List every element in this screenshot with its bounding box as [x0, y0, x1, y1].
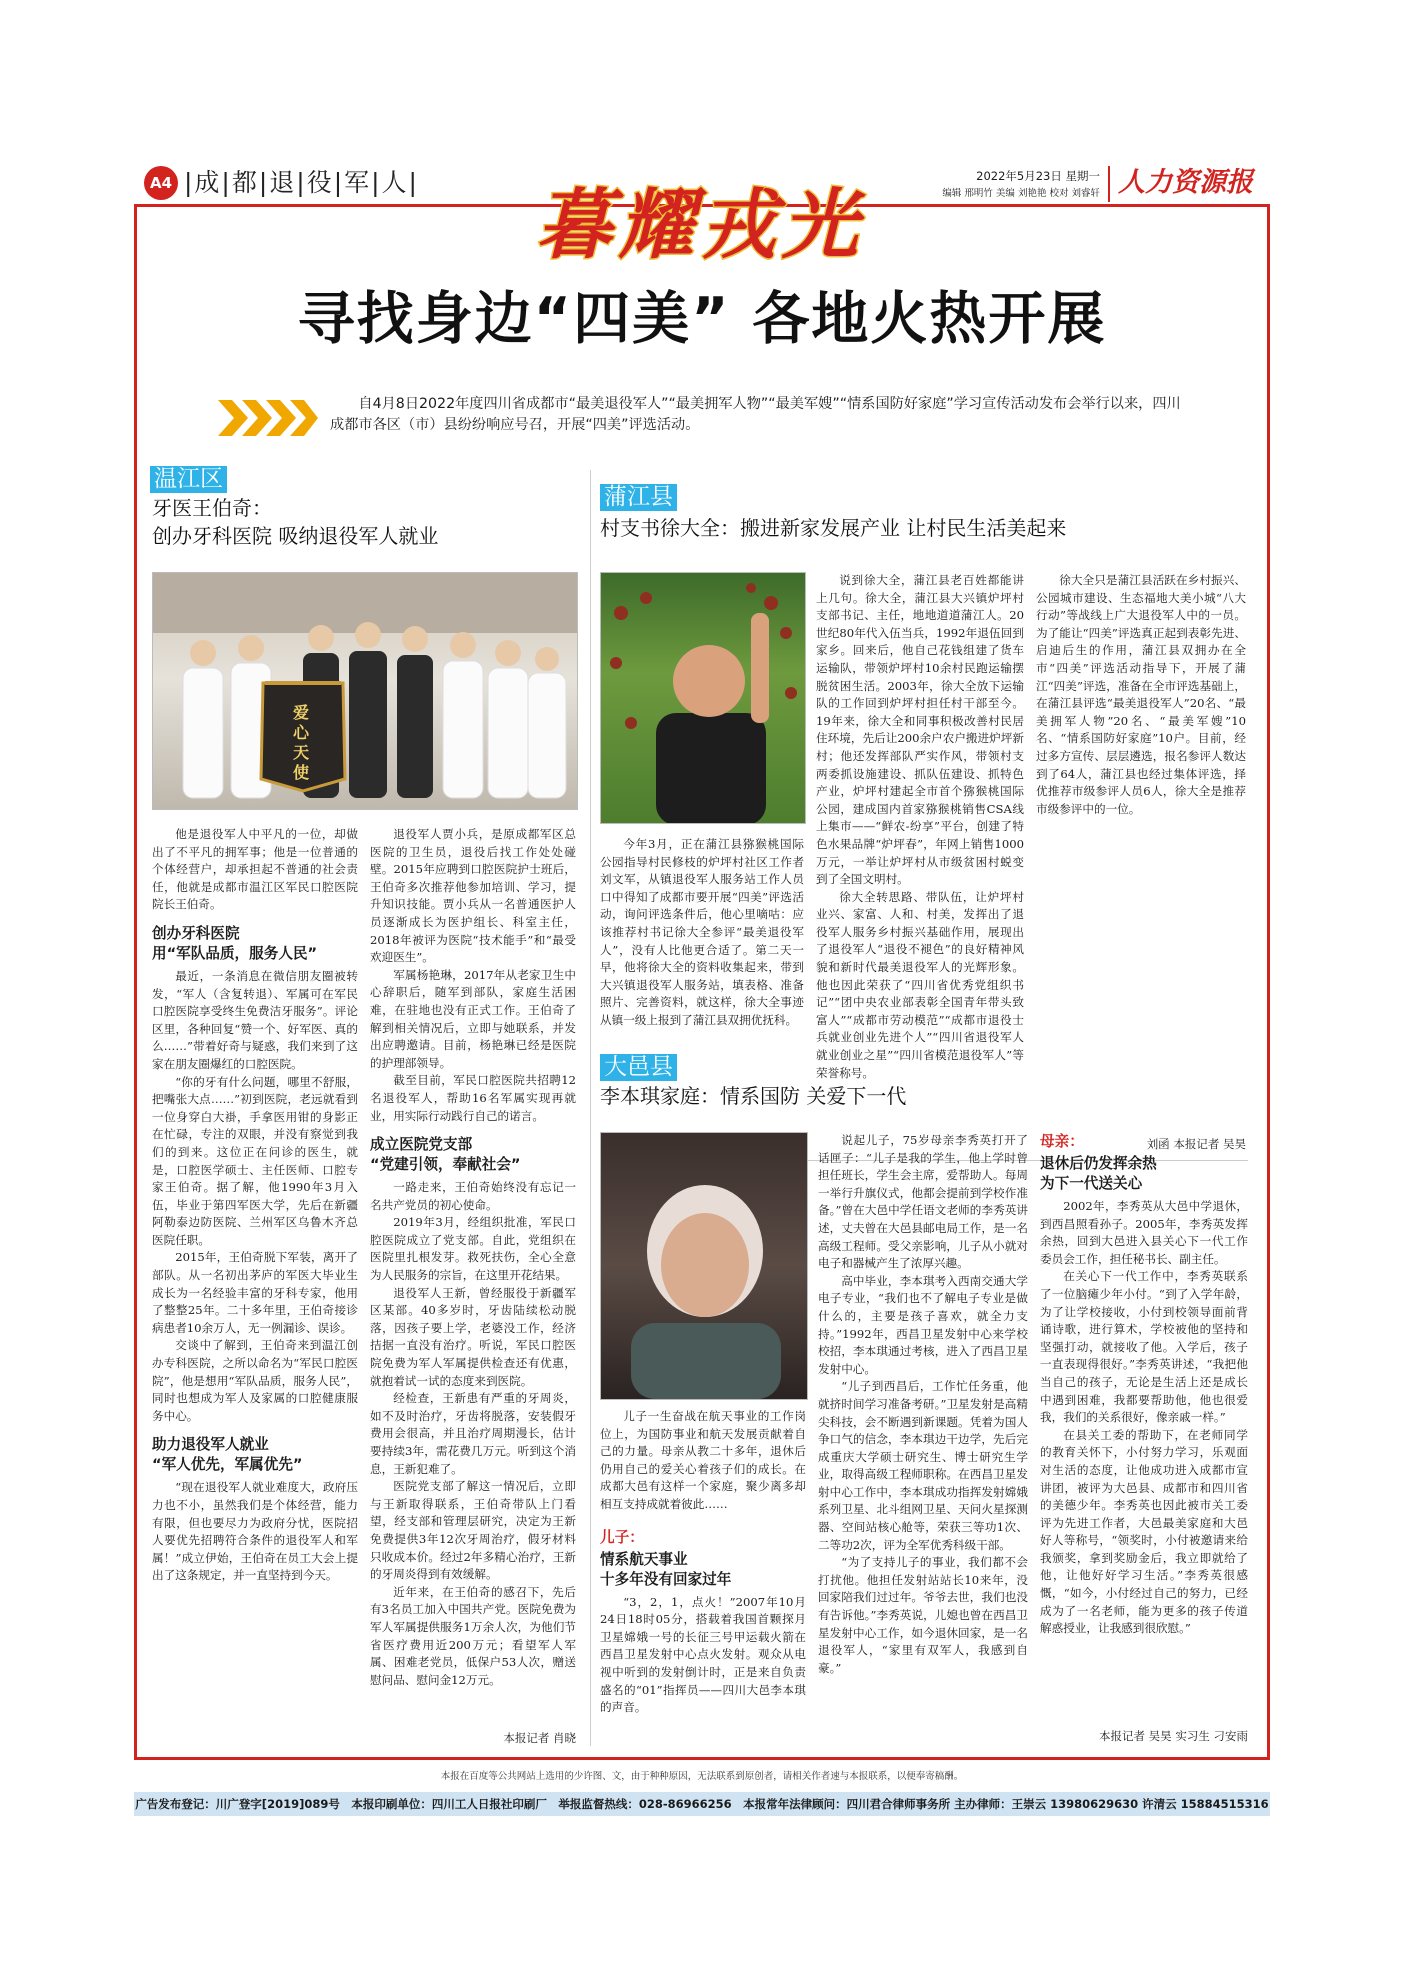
dayi-column-1	[600, 1408, 806, 1738]
pujiang-byline: 刘函 本报记者 吴昊	[1146, 1137, 1246, 1151]
wenjiang-subhead-3a: 成立医院党支部	[370, 1136, 473, 1154]
pujiang-para: 徐大全只是蒲江县活跃在乡村振兴、公园城市建设、生态福地大美小城“八大行动”等战线上广大退役军人中的一员。为了能让“四美”评选真正起到表彰先进、启迪后生的作用，蒲江县双拥办在全市“四美”评选活动指导下，开展了蒲江“四美”评选，准备在全市评选基础上，在蒲江县评选“最美退役军人”20名、“最美拥军人物”20名、“最美军嫂”10名、“情系国防好家庭”10户。目前，经过多方宣传、层层遴选，报名参评人数达到了64人，蒲江县也经过集体评选，择优推荐市级参评人员6人，徐大全是推荐市级参评中的一位。	[1036, 573, 1246, 816]
wenjiang-para: 最近，一条消息在微信朋友圈被转发，“军人（含复转退）、军属可在军民口腔医院享受终生免费洁牙服务”。评论区里，各种回复“赞一个、好军医、真的么……”带着好奇与疑惑，我们来到了这家在朋友圈爆红的口腔医院。	[152, 968, 358, 1071]
dayi-region	[600, 1054, 677, 1081]
wenjiang-para: 近年来，在王伯奇的感召下，先后有3名员工加入中国共产党。医院免费为军人军属提供服务1万余人次，为他们节省医疗费用近200万元；看望军人军属、困难老党员，低保户53人次，赠送慰问品、慰问金12万元。	[370, 1584, 576, 1687]
dayi-para: 儿子一生奋战在航天事业的工作岗位上，为国防事业和航天发展贡献着自己的力量。母亲从教二十多年，退休后仍用自己的爱关心着孩子们的成长。在成都大邑有这样一个家庭，聚少离多却相互支持成就着彼此……	[600, 1409, 806, 1511]
region-label: 大邑县	[600, 1054, 677, 1081]
son-subhead-1: 情系航天事业	[600, 1550, 688, 1568]
dayi-para: 在县关工委的帮助下，在老师同学的教育关怀下，小付努力学习，乐观面对生活的态度，让他成功进入成都市宣讲团，被评为大邑县、成都市和四川省的美德少年。李秀英也因此被市关工委评为先进工作者，大邑最美家庭和大邑好人等称号，“领奖时，小付被邀请来给我颁奖，拿到奖励金后，我立即就给了他，让他好好学习生活。”李秀英很感慨，“如今，小付经过自己的努力，已经成为了一名老师，能为更多的孩子传道解惑授业，让我感到很欣慰。”	[1040, 1427, 1248, 1636]
pujiang-para: 徐大全转思路、带队伍，让炉坪村业兴、家富、人和、村美，发挥出了退役军人服务乡村振兴基础作用，展现出了退役军人“退役不褪色”的良好精神风貌和新时代最美退役军人的光辉形象。他也因此荣获了“四川省优秀党组织书记”“团中央农业部表彰全国青年带头致富人”“成都市劳动模范”“成都市退役士兵就业创业先进个人”“四川省退役军人就业创业之星”“四川省模范退役军人”等荣誉称号。	[816, 889, 1024, 1080]
wenjiang-para: 退役军人王新，曾经服役于新疆军区某部。40多岁时，牙齿陆续松动脱落，因孩子要上学，老婆没工作，经济拮据一直没有治疗。听说，军民口腔医院免费为军人军属提供检查还有优惠，就抱着试一试的态度来到医院。	[370, 1285, 576, 1388]
paper-name: 人力资源报	[1118, 167, 1253, 198]
wenjiang-column-1	[152, 826, 358, 1726]
section-name: |成|都|退|役|军|人|	[184, 168, 419, 197]
mother-subhead-1: 退休后仍发挥余热	[1040, 1155, 1157, 1172]
region-label: 蒲江县	[600, 484, 677, 511]
wenjiang-subhead-3b: “党建引领，奉献社会”	[370, 1156, 521, 1174]
wenjiang-group-photo	[152, 572, 578, 810]
wenjiang-para: 军属杨艳琳，2017年从老家卫生中心辞职后，随军到部队，家庭生活困难，在驻地也没有正式工作。王伯奇了解到相关情况后，立即与她联系，并发出应聘邀请。目前，杨艳琳已经是医院的护理部领导。	[370, 967, 576, 1070]
dayi-para: 2002年，李秀英从大邑中学退休，到西昌照看孙子。2005年，李秀英发挥余热，回到大邑进入县关心下一代工作委员会工作，担任秘书长、副主任。	[1040, 1199, 1248, 1266]
intro-paragraph: 自4月8日2022年度四川省成都市“最美退役军人”“最美拥军人物”“最美军嫂”“情系国防好家庭”学习宣传活动发布会举行以来，四川成都市各区（市）县纷纷响应号召，开展“四美”评选活动。	[330, 396, 1181, 433]
pujiang-title: 村支书徐大全：搬进新家发展产业 让村民生活美起来	[600, 516, 1067, 540]
wenjiang-lead: 他是退役军人中平凡的一位，却做出了不平凡的拥军事；他是一位普通的个体经营户，却承担起不普通的社会责任，他就是成都市温江区军民口腔医院院长王伯奇。	[152, 827, 358, 912]
wenjiang-para: 2015年，王伯奇脱下军装，离开了部队。从一名初出茅庐的军医大毕业生成长为一名经验丰富的牙科专家，他用了整整25年。二十多年里，王伯奇接诊病患者10余万人，无一例漏诊、误诊。	[152, 1250, 358, 1335]
wenjiang-title-line2: 创办牙科医院 吸纳退役军人就业	[152, 524, 439, 548]
pujiang-para: 说到徐大全，蒲江县老百姓都能讲上几句。徐大全，蒲江县大兴镇炉坪村支部书记、主任，地地道道蒲江人。20世纪80年代入伍当兵，1992年退伍回到家乡。回来后，他自己花钱组建了货车运输队，带领炉坪村10余村民跑运输摆脱贫困生活。2003年，徐大全放下运输队的工作回到炉坪村担任村干部至今。19年来，徐大全和同事积极改善村民居住环境，先后让200余户农户搬进炉坪新村；他还发挥部队严实作风，带领村支两委抓设施建设、抓队伍建设、抓特色产业，炉坪村建起全市首个猕猴桃国际公园，建成国内首家猕猴桃销售CSA线上集市——“鲜农-纷享”平台，创建了特色水果品牌“炉坪春”，年网上销售1000万元，一举让炉坪村从市级贫困村蜕变到了全国文明村。	[816, 573, 1024, 887]
intro-chevrons	[218, 400, 318, 436]
dayi-para: “为了支持儿子的事业，我们都不会打扰他。他担任发射站站长10来年，没回家陪我们过过年。爷爷去世，我们也没有告诉他。”李秀英说，儿媳也曾在西昌卫星发射中心工作，如今退休回家，是一名退役军人，“家里有双军人，我感到自豪。”	[818, 1555, 1028, 1675]
masthead-divider	[1108, 166, 1110, 202]
wenjiang-para: 经检查，王新患有严重的牙周炎，如不及时治疗，牙齿将脱落，安装假牙费用会很高，并且治疗周期漫长，估计要持续3年，需花费几万元。听到这个消息，王新犯难了。	[370, 1391, 576, 1476]
issue-date: 2022年5月23日 星期一	[976, 169, 1100, 183]
mother-subhead-2: 为下一代送关心	[1040, 1175, 1143, 1192]
son-subhead-2: 十多年没有回家过年	[600, 1570, 732, 1588]
wenjiang-para: 交谈中了解到，王伯奇来到温江创办专科医院，之所以命名为“军民口腔医院”，他是想用“军队品质，服务人民”，同时也想成为军人及家属的口腔健康服务中心。	[152, 1338, 358, 1423]
dayi-para: “儿子到西昌后，工作忙任务重，他就挤时间学习准备考研。”卫星发射是高精尖科技，会不断遇到新课题。凭着为国人争口气的信念，李本琪边干边学，先后完成重庆大学硕士研究生、博士研究生学业，取得高级工程师职称。在西昌卫星发射中心工作中，李本琪成功指挥发射嫦娥系列卫星、北斗组网卫星、天问火星探测器、空间站核心舱等，荣获三等功1次、二等功2次，评为全军优秀科级干部。	[818, 1379, 1028, 1552]
dayi-para: 高中毕业，李本琪考入西南交通大学电子专业，“我们也不了解电子专业是做什么的，主要是孩子喜欢，就全力支持。”1992年，西昌卫星发射中心来学校校招，李本琪通过考核，进入了西昌卫星发射中心。	[818, 1273, 1028, 1376]
wenjiang-subhead-1a: 创办牙科医院	[152, 924, 240, 942]
wenjiang-para: 医院党支部了解这一情况后，立即与王新取得联系，王伯奇带队上门看望，经支部和管理层研究，决定为王新免费提供3年12次牙周治疗，假牙材料只收成本价。经过2年多精心治疗，王新的牙周炎得到有效缓解。	[370, 1479, 576, 1582]
pujiang-para: 今年3月，正在蒲江县猕猴桃国际公园指导村民修枝的炉坪村社区工作者刘文军，从镇退役军人服务站工作人员口中得知了成都市要开展“四美”评选活动，询问评选条件后，他心里嘀咕：应该推荐村书记徐大全参评“最美退役军人”，没有人比他更合适了。第二天一早，他将徐大全的资料收集起来，带到大兴镇退役军人服务站，填表格、准备照片、完善资料，就这样，徐大全事迹从镇一级上报到了蒲江县双拥优抚科。	[600, 837, 804, 1027]
pujiang-region-tag	[600, 484, 677, 511]
editors-line: 编辑 邢明竹 美编 刘艳艳 校对 刘睿轩	[942, 188, 1100, 199]
dayi-portrait-photo	[600, 1132, 808, 1400]
mother-tag: 母亲：	[1040, 1133, 1084, 1150]
wenjiang-para: “现在退役军人就业难度大，政府压力也不小，虽然我们是个体经营，能力有限，但也要尽力为政府分忧，医院招人要优先招聘符合条件的退役军人和军属！”成立伊始，王伯奇在员工大会上提出了这条规定，并一直坚持到今天。	[152, 1480, 358, 1583]
dayi-title: 李本琪家庭：情系国防 关爱下一代	[600, 1082, 1240, 1110]
wenjiang-subhead-1b: 用“军队品质，服务人民”	[152, 944, 318, 962]
dayi-para: “3，2，1，点火！”2007年10月24日18时05分，搭载着我国首颗探月卫星嫦娥一号的长征三号甲运载火箭在西昌卫星发射中心点火发射。观众从电视中听到的发射倒计时，正是来自负责盛名的“01”指挥员——四川大邑李本琪的声音。	[600, 1594, 806, 1715]
wenjiang-para: “你的牙有什么问题，哪里不舒服，把嘴张大点……”初到医院，老远就看到一位身穿白大褂，手拿医用钳的身影正在忙碌，专注的双眼，并没有察觉到我们的到来。这位正在问诊的医生，就是，口腔医学硕士、主任医师、口腔专家王伯奇。据了解，他1990年3月入伍，毕业于第四军医大学，先后在新疆阿勒泰边防医院、兰州军区乌鲁木齐总医院任职。	[152, 1074, 358, 1247]
pennant-text: 爱心天使	[293, 703, 310, 782]
wenjiang-subhead-2a: 助力退役军人就业	[152, 1436, 269, 1454]
dayi-para: 在关心下一代工作中，李秀英联系了一位脑瘫少年小付。“到了入学年龄，为了让学校接收，小付到校领导面前背诵诗歌，进行算术，学校被他的坚持和坚强打动，就接收了他。入学后，孩子一直表现得很好。”李秀英讲述，“我把他当自己的孩子，无论是生活上还是成长中遇到困难，我都要帮助他，他也很爱我，我们的关系很好，像亲戚一样。”	[1040, 1269, 1248, 1425]
wenjiang-para: 一路走来，王伯奇始终没有忘记一名共产党员的初心使命。	[370, 1180, 576, 1212]
dayi-column-2	[818, 1132, 1028, 1742]
pujiang-column-2	[816, 572, 1024, 1154]
footer-info-bar: 广告发布登记：川广登字[2019]089号 本报印刷单位：四川工人日报社印刷厂 举报监督热线：028-86966256 本报常年法律顾问：四川君合律师事务所 主办律师：王崇云 13980629630 许清云 15884515316	[134, 1792, 1270, 1816]
region-label: 温江区	[150, 466, 227, 493]
banner-title-text: 暮耀戎光	[536, 180, 864, 269]
copyright-notice: 本报在百度等公共网站上选用的少许图、文，由于种种原因，无法联系到原创者，请相关作者速与本报联系，以便奉寄稿酬。	[440, 1771, 964, 1782]
page-number-badge: A4	[144, 166, 178, 200]
main-headline: 寻找身边“四美” 各地火热开展	[297, 286, 1107, 352]
son-tag: 儿子：	[600, 1528, 644, 1546]
wenjiang-para: 退役军人贾小兵，是原成都军区总医院的卫生员，退役后找工作处处碰壁。2015年应聘到口腔医院护士班后，王伯奇多次推荐他参加培训、学习，提升知识技能。贾小兵从一名普通医护人员逐渐成长为医护组长、科室主任，2018年被评为医院“技术能手”和“最受欢迎医生”。	[370, 827, 576, 965]
dayi-byline: 本报记者 吴昊 实习生 刁安雨	[1099, 1729, 1248, 1743]
pujiang-portrait-photo	[600, 572, 806, 824]
column-divider	[590, 470, 591, 1746]
banner-title	[530, 178, 870, 274]
wenjiang-title-line1: 牙医王伯奇：	[152, 496, 272, 520]
wenjiang-para: 2019年3月，经组织批准，军民口腔医院成立了党支部。自此，党组织在医院里扎根发芽。救死扶伤，全心全意为人民服务的宗旨，在这里开花结果。	[370, 1215, 576, 1283]
wenjiang-subhead-2b: “军人优先，军属优先”	[152, 1456, 303, 1474]
dayi-para: 说起儿子，75岁母亲李秀英打开了话匣子：“儿子是我的学生，他上学时曾担任班长，学生会主席，爱帮助人。每周一举行升旗仪式，他都会提前到学校作准备。”曾在大邑中学任语文老师的李秀英讲述，丈夫曾在大邑县邮电局工作，是一名高级工程师。受父亲影响，儿子从小就对电子和器械产生了浓厚兴趣。	[818, 1133, 1028, 1271]
wenjiang-para: 截至目前，军民口腔医院共招聘12名退役军人，帮助16名军属实现再就业，用实际行动践行自己的诺言。	[370, 1073, 576, 1123]
wenjiang-byline: 本报记者 肖晓	[503, 1731, 576, 1745]
wenjiang-column-2	[370, 826, 576, 1726]
pujiang-column-3	[1036, 572, 1246, 1132]
wenjiang-region-tag	[150, 466, 227, 493]
dayi-column-3	[1040, 1132, 1248, 1724]
